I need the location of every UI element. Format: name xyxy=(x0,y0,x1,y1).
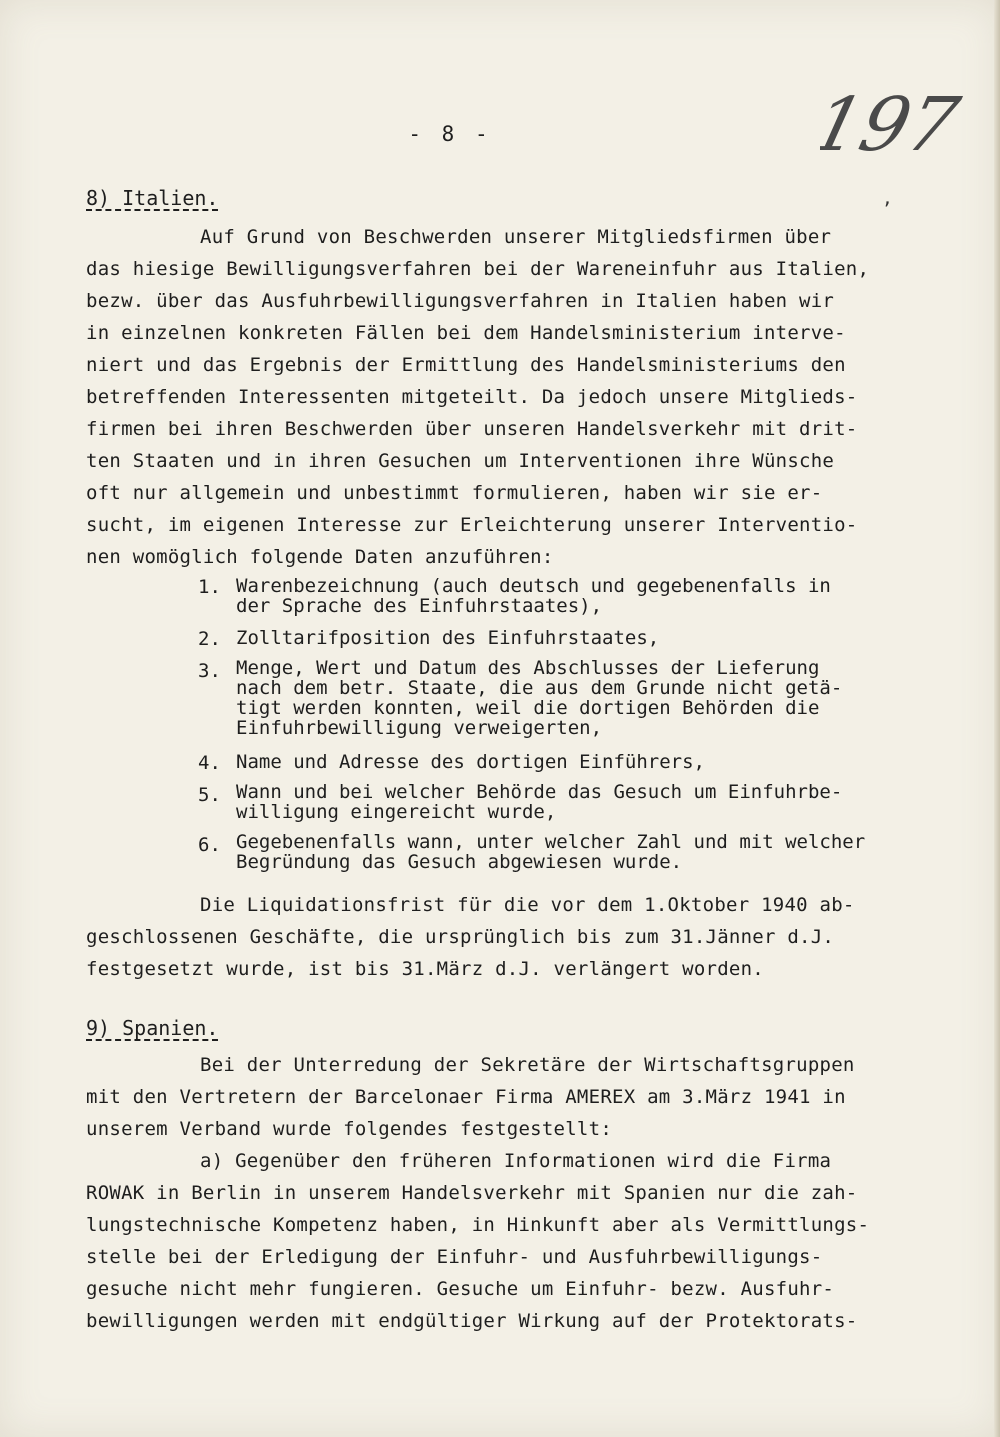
text-line: in einzelnen konkreten Fällen bei dem Handelsministerium interve- xyxy=(86,322,846,344)
page-edge xyxy=(994,0,1000,1437)
text-line: unserem Verband wurde folgendes festgestellt: xyxy=(86,1118,613,1140)
list-item-number: 6. xyxy=(198,834,221,856)
list-item-line: Begründung das Gesuch abgewiesen wurde. xyxy=(236,851,683,873)
handwritten-folio-number xyxy=(820,80,980,174)
list-item-number: 5. xyxy=(198,784,221,806)
list-item-line: Name und Adresse des dortigen Einführers, xyxy=(236,751,705,773)
text-line: niert und das Ergebnis der Ermittlung des Handelsministeriums den xyxy=(86,354,846,376)
text-line: stelle bei der Erledigung der Einfuhr- und Ausfuhrbewilligungs- xyxy=(86,1246,823,1268)
text-line: das hiesige Bewilligungsverfahren bei der Wareneinfuhr aus Italien, xyxy=(86,258,870,280)
list-item-number: 3. xyxy=(198,660,221,682)
text-line: Auf Grund von Beschwerden unserer Mitgliedsfirmen über xyxy=(200,226,832,248)
list-item-line: Menge, Wert und Datum des Abschlusses der Lieferung xyxy=(236,657,820,679)
list-item-line: willigung eingereicht wurde, xyxy=(236,801,557,823)
handwritten-folio-text: 197 xyxy=(820,81,967,168)
text-line: lungstechnische Kompetenz haben, in Hinkunft aber als Vermittlungs- xyxy=(86,1214,870,1236)
text-line: Die Liquidationsfrist für die vor dem 1.Oktober 1940 ab- xyxy=(200,894,855,916)
list-item-line: nach dem betr. Staate, die aus dem Grunde nicht getä- xyxy=(236,677,843,699)
text-line: ROWAK in Berlin in unserem Handelsverkehr mit Spanien nur die zah- xyxy=(86,1182,858,1204)
text-line: betreffenden Interessenten mitgeteilt. Da jedoch unsere Mitglieds- xyxy=(86,386,858,408)
text-line: bewilligungen werden mit endgültiger Wirkung auf der Protektorats- xyxy=(86,1310,858,1332)
text-line: Bei der Unterredung der Sekretäre der Wirtschaftsgruppen xyxy=(200,1054,855,1076)
section-heading-spanien: 9) Spanien. xyxy=(86,1016,219,1040)
text-line: bezw. über das Ausfuhrbewilligungsverfahren in Italien haben wir xyxy=(86,290,835,312)
list-item-line: Wann und bei welcher Behörde das Gesuch um Einfuhrbe- xyxy=(236,781,843,803)
list-item-line: Einfuhrbewilligung verweigerten, xyxy=(236,717,603,739)
list-item-number: 4. xyxy=(198,752,221,774)
list-item-number: 2. xyxy=(198,628,221,650)
text-line: gesuche nicht mehr fungieren. Gesuche um Einfuhr- bezw. Ausfuhr- xyxy=(86,1278,835,1300)
text-line: oft nur allgemein und unbestimmt formulieren, haben wir sie er- xyxy=(86,482,823,504)
text-line: geschlossenen Geschäfte, die ursprünglich bis zum 31.Jänner d.J. xyxy=(86,926,835,948)
text-line: a) Gegenüber den früheren Informationen wird die Firma xyxy=(200,1150,832,1172)
list-item-line: der Sprache des Einfuhrstaates), xyxy=(236,595,603,617)
text-line: festgesetzt wurde, ist bis 31.März d.J. verlängert worden. xyxy=(86,958,764,980)
page-number: - 8 - xyxy=(408,122,492,146)
list-item-number: 1. xyxy=(198,576,221,598)
stray-mark: , xyxy=(882,188,893,209)
section-heading-italien: 8) Italien. xyxy=(86,186,219,210)
text-line: mit den Vertretern der Barcelonaer Firma AMEREX am 3.März 1941 in xyxy=(86,1086,846,1108)
text-line: firmen bei ihren Beschwerden über unseren Handelsverkehr mit drit- xyxy=(86,418,858,440)
text-line: nen womöglich folgende Daten anzuführen: xyxy=(86,546,554,568)
list-item-line: Gegebenenfalls wann, unter welcher Zahl und mit welcher xyxy=(236,831,866,853)
text-line: ten Staaten und in ihren Gesuchen um Interventionen ihre Wünsche xyxy=(86,450,835,472)
text-line: sucht, im eigenen Interesse zur Erleichterung unserer Interventio- xyxy=(86,514,858,536)
list-item-line: Warenbezeichnung (auch deutsch und gegebenenfalls in xyxy=(236,575,831,597)
list-item-line: tigt werden konnten, weil die dortigen Behörden die xyxy=(236,697,820,719)
list-item-line: Zolltarifposition des Einfuhrstaates, xyxy=(236,627,660,649)
